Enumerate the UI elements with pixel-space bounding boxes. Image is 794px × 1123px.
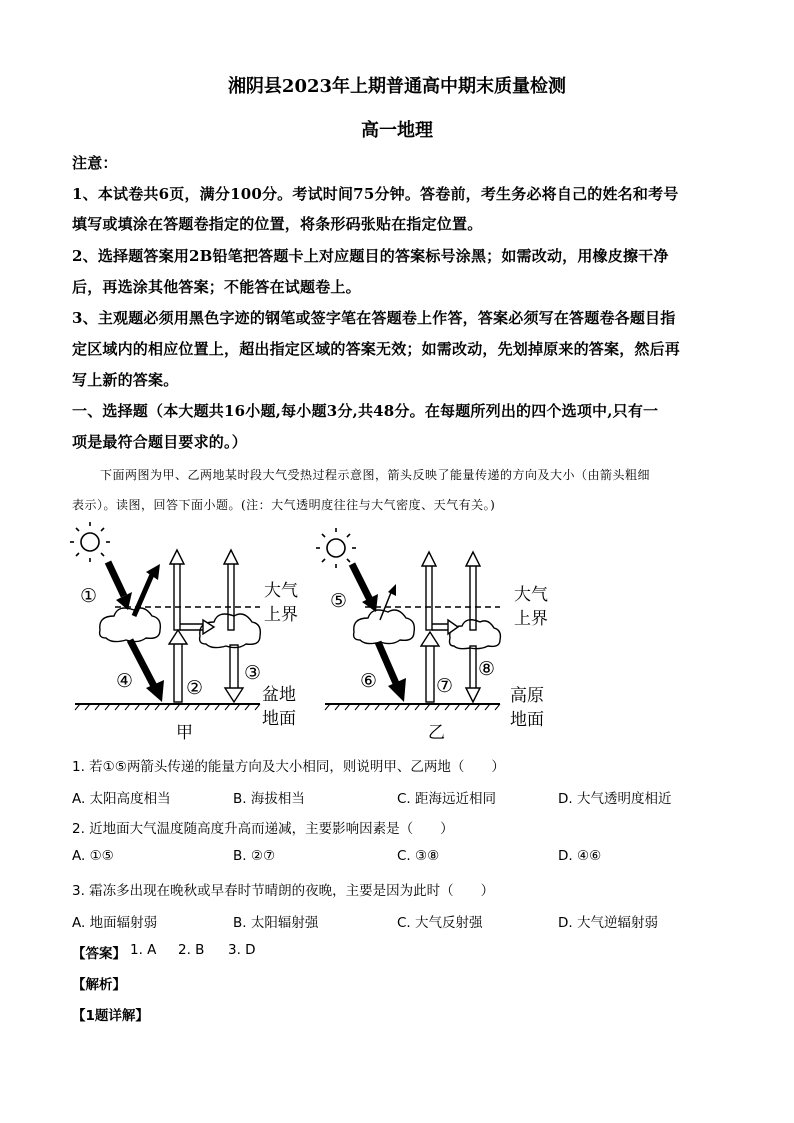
atmosphere-label: 大气 (514, 585, 548, 605)
notice-line: 填写或填涂在答题卷指定的位置，将条形码张贴在指定位置。 (72, 215, 483, 233)
page-subtitle: 高一地理 (361, 120, 433, 141)
sun-icon (316, 528, 356, 568)
cloud-icon (450, 620, 501, 649)
ground-label: 高原 (510, 686, 544, 706)
question-stem: 2. 近地面大气温度随高度升高而递减，主要影响因素是（ ） (72, 821, 454, 837)
arrow-label: ③ (244, 662, 262, 684)
ground-label: 地面 (510, 710, 544, 730)
arrow-label: ④ (116, 670, 134, 692)
notice-line: 1、本试卷共6页，满分100分。考试时间75分钟。答卷前，考生务必将自己的姓名和考号 (72, 185, 679, 203)
notice-line: 3、主观题必须用黑色字迹的钢笔或签字笔在答题卷上作答，答案必须写在答题卷各题目指 (72, 309, 676, 327)
arrow-label: ① (80, 585, 98, 607)
arrow-label: ⑦ (436, 675, 454, 697)
question-option: D. ④⑥ (558, 848, 602, 864)
question-option: A. 地面辐射弱 (72, 915, 158, 931)
question-option: C. 距海远近相同 (397, 791, 497, 807)
notice-line: 定区域内的相应位置上，超出指定区域的答案无效；如需改动，先划掉原来的答案，然后再 (72, 340, 681, 358)
cloud-icon (100, 608, 161, 642)
answer-value: 1. A (130, 942, 157, 958)
question-option: B. ②⑦ (233, 848, 276, 864)
question-option: C. ③⑧ (397, 848, 440, 864)
answer-value: 3. D (228, 942, 256, 958)
page-title: 湘阴县2023年上期普通高中期末质量检测 (227, 76, 567, 97)
sun-icon (70, 522, 110, 562)
question-option: D. 大气逆辐射弱 (558, 915, 658, 931)
question-option: B. 太阳辐射强 (233, 915, 319, 931)
cloud-icon (354, 610, 415, 644)
figure-caption: 乙 (428, 723, 445, 743)
atmosphere-label: 上界 (514, 609, 548, 629)
section-heading: 项是最符合题目要求的。） (72, 433, 247, 451)
question-stem: 1. 若①⑤两箭头传递的能量方向及大小相同，则说明甲、乙两地（ ） (72, 759, 505, 775)
notice-line: 写上新的答案。 (72, 371, 179, 389)
answer-tag: 【答案】 (72, 946, 126, 962)
arrow-label: ⑤ (330, 590, 348, 612)
question-option: C. 大气反射强 (397, 915, 483, 931)
question-option: D. 大气透明度相近 (558, 791, 672, 807)
intro-text: 表示）。读图，回答下面小题。(注：大气透明度往往与大气密度、天气有关。) (72, 498, 496, 512)
arrow-label: ② (186, 677, 204, 699)
question-option: A. 太阳高度相当 (72, 791, 171, 807)
atmosphere-label: 上界 (264, 605, 298, 625)
notice-heading: 注意： (72, 154, 118, 172)
analysis-tag: 【解析】 (72, 977, 126, 993)
arrow-label: ⑥ (360, 670, 378, 692)
figure-caption: 甲 (176, 723, 193, 743)
question-stem: 3. 霜冻多出现在晚秋或早春时节晴朗的夜晚，主要是因为此时（ ） (72, 883, 495, 899)
intro-text: 下面两图为甲、乙两地某时段大气受热过程示意图，箭头反映了能量传递的方向及大小（由箭头粗细 (100, 468, 651, 482)
answer-value: 2. B (178, 942, 205, 958)
notice-line: 后，再选涂其他答案；不能答在试题卷上。 (72, 278, 361, 296)
ground-label: 地面 (262, 709, 296, 729)
section-heading: 一、选择题（本大题共16小题,每小题3分,共48分。在每题所列出的四个选项中,只有一 (72, 402, 659, 420)
ground-label: 盆地 (262, 685, 296, 705)
notice-line: 2、选择题答案用2B铅笔把答题卡上对应题目的答案标号涂黑；如需改动，用橡皮擦干净 (72, 247, 669, 265)
question-option: B. 海拔相当 (233, 791, 305, 807)
question-option: A. ①⑤ (72, 848, 114, 864)
atmosphere-label: 大气 (264, 581, 298, 601)
arrow-label: ⑧ (478, 658, 496, 680)
analysis-detail: 【1题详解】 (72, 1008, 149, 1024)
